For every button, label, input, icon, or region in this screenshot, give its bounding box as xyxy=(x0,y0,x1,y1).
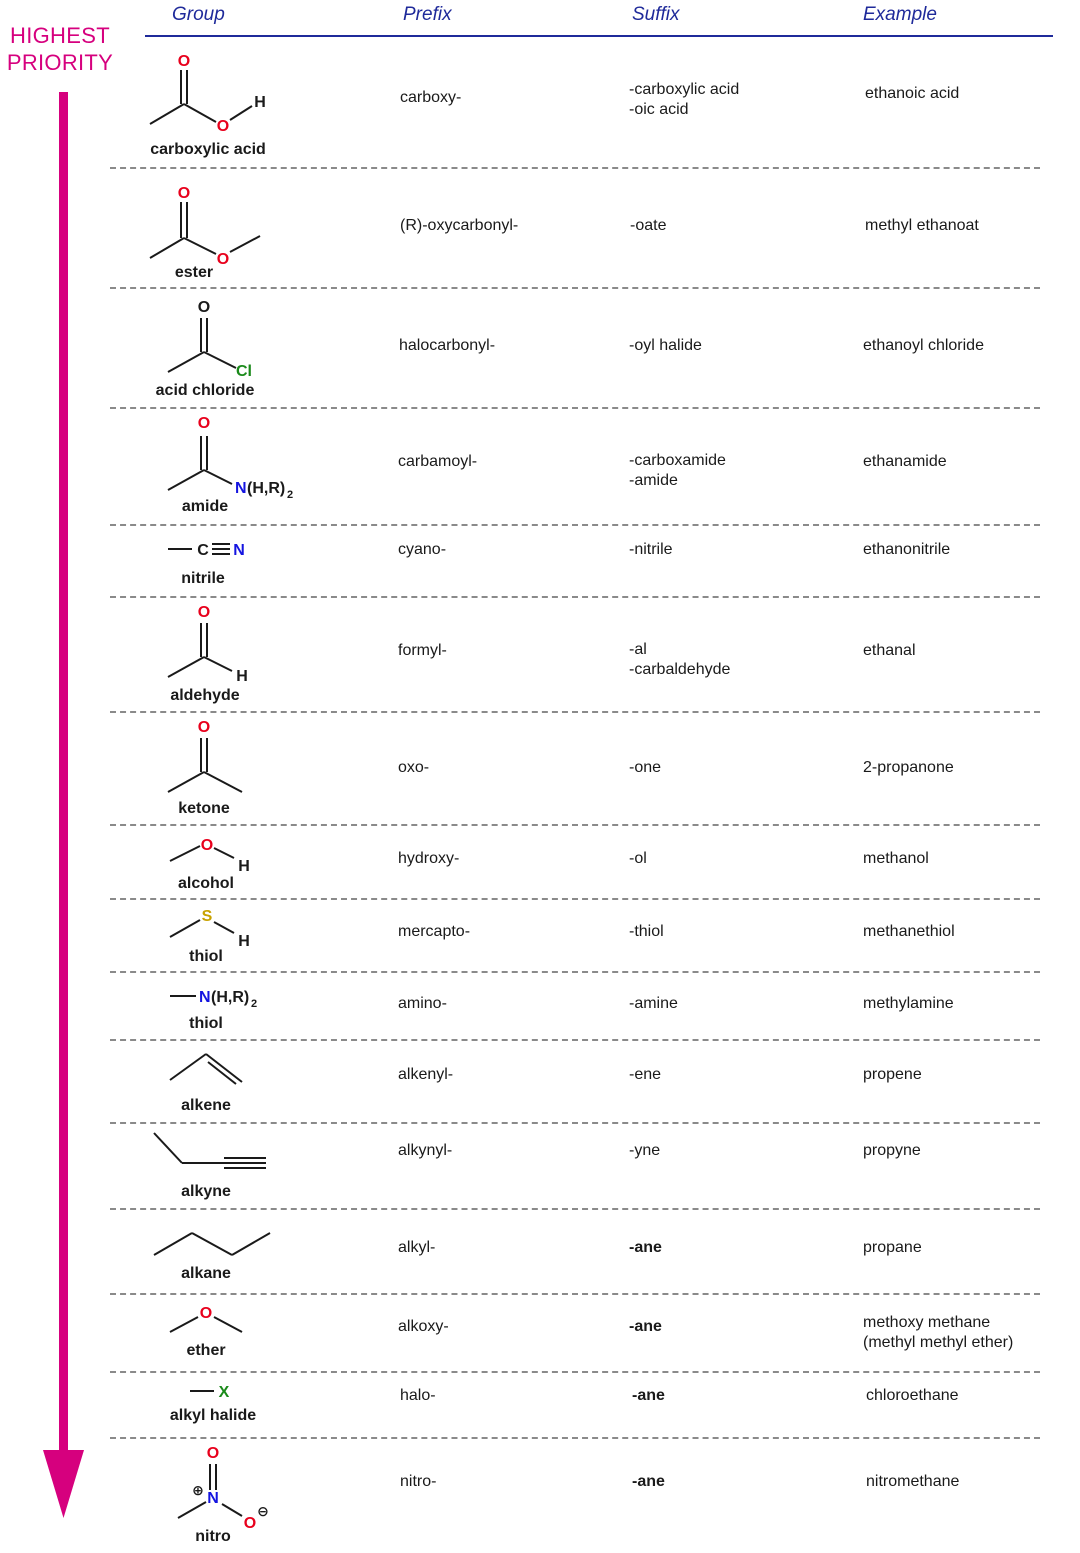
suffix-cell: -carboxamide -amide xyxy=(629,452,726,489)
svg-text:Cl: Cl xyxy=(236,363,252,380)
header-prefix: Prefix xyxy=(403,4,452,25)
aldehyde-structure xyxy=(160,601,280,691)
header-group: Group xyxy=(172,4,225,25)
prefix-cell: cyano- xyxy=(398,541,447,558)
svg-text:O: O xyxy=(216,251,230,268)
prefix-cell: formyl- xyxy=(398,642,447,659)
svg-text:O: O xyxy=(216,118,230,135)
header-example: Example xyxy=(863,4,937,25)
prefix-cell: carboxy- xyxy=(400,89,462,106)
group-name: aldehyde xyxy=(170,687,240,704)
group-name: alcohol xyxy=(177,875,234,892)
table-row xyxy=(0,899,1080,972)
svg-text:O: O xyxy=(200,837,214,854)
example-cell: methylamine xyxy=(863,995,954,1012)
group-name: alkane xyxy=(181,1265,231,1282)
example-cell: chloroethane xyxy=(866,1387,959,1404)
suffix-cell: -ane xyxy=(632,1387,665,1404)
group-name: alkyne xyxy=(181,1183,231,1200)
alkene-structure xyxy=(160,1046,270,1096)
prefix-cell: oxo- xyxy=(398,759,430,776)
table-row xyxy=(0,525,1080,597)
table-header xyxy=(0,0,1080,40)
nitrile-structure xyxy=(160,533,270,563)
svg-text:(H,R): (H,R) xyxy=(247,480,286,497)
priority-label-line2: PRIORITY xyxy=(6,50,114,75)
prefix-cell: halo- xyxy=(400,1387,436,1404)
svg-text:⊕: ⊕ xyxy=(192,1482,204,1498)
suffix-cell: -amine xyxy=(629,995,678,1012)
example-cell: ethanal xyxy=(863,642,916,659)
table-row xyxy=(0,168,1080,288)
suffix-cell: -ol xyxy=(629,850,647,867)
table-row xyxy=(0,1372,1080,1438)
table-row xyxy=(0,597,1080,712)
table-row xyxy=(0,288,1080,408)
suffix-cell: -ene xyxy=(629,1066,662,1083)
suffix-cell: -thiol xyxy=(629,923,664,940)
svg-text:2: 2 xyxy=(251,998,258,1010)
example-cell: ethanoyl chloride xyxy=(863,337,984,354)
amide-structure xyxy=(160,412,310,502)
svg-text:O: O xyxy=(197,719,211,736)
svg-text:O: O xyxy=(177,185,191,202)
svg-text:H: H xyxy=(238,858,250,875)
prefix-cell: amino- xyxy=(398,995,447,1012)
svg-text:O: O xyxy=(197,299,211,316)
acid-chloride-structure xyxy=(160,294,280,384)
suffix-cell: -ane xyxy=(629,1239,662,1256)
table-row xyxy=(0,1123,1080,1209)
prefix-cell: alkenyl- xyxy=(398,1066,454,1083)
group-name: nitrile xyxy=(181,570,225,587)
example-cell: methyl ethanoat xyxy=(865,217,979,234)
example-cell: methanol xyxy=(863,850,929,867)
ketone-structure xyxy=(160,716,280,806)
group-name: nitro xyxy=(195,1528,231,1545)
svg-text:O: O xyxy=(197,604,211,621)
table-row xyxy=(0,40,1080,168)
prefix-cell: halocarbonyl- xyxy=(399,337,496,354)
svg-text:O: O xyxy=(177,53,191,70)
group-name: ketone xyxy=(178,800,230,817)
suffix-cell: -al -carbaldehyde xyxy=(629,641,731,678)
prefix-cell: alkyl- xyxy=(398,1239,436,1256)
svg-text:H: H xyxy=(236,668,248,685)
svg-text:O: O xyxy=(243,1515,257,1532)
alkyne-structure xyxy=(146,1129,276,1179)
alkyl-halide-structure xyxy=(180,1378,250,1408)
svg-text:H: H xyxy=(238,933,250,950)
ester-structure xyxy=(140,176,280,266)
svg-text:H: H xyxy=(254,94,266,111)
svg-text:2: 2 xyxy=(287,489,294,501)
group-name: thiol xyxy=(189,948,223,965)
carboxylic-acid-structure xyxy=(140,48,280,138)
table-row xyxy=(0,1209,1080,1294)
table-row xyxy=(0,712,1080,825)
prefix-cell: mercapto- xyxy=(398,923,471,940)
table-row xyxy=(0,408,1080,525)
example-cell: ethanonitrile xyxy=(863,541,951,558)
example-cell: propane xyxy=(863,1239,922,1256)
prefix-cell: (R)-oxycarbonyl- xyxy=(400,217,519,234)
example-cell: propene xyxy=(863,1066,922,1083)
prefix-cell: alkynyl- xyxy=(398,1142,453,1159)
thiol-structure xyxy=(160,903,270,949)
example-cell: nitromethane xyxy=(866,1473,960,1490)
priority-label-line1: HIGHEST xyxy=(10,23,110,48)
suffix-cell: -oyl halide xyxy=(629,337,702,354)
svg-text:O: O xyxy=(206,1445,220,1462)
ether-structure xyxy=(160,1300,260,1340)
suffix-cell: -carboxylic acid -oic acid xyxy=(629,81,740,118)
example-cell: ethanamide xyxy=(863,453,947,470)
table-row xyxy=(0,825,1080,899)
svg-text:X: X xyxy=(218,1384,230,1401)
example-cell: ethanoic acid xyxy=(865,85,960,102)
svg-text:O: O xyxy=(197,415,211,432)
group-name: acid chloride xyxy=(155,382,255,399)
alcohol-structure xyxy=(160,831,270,877)
prefix-cell: hydroxy- xyxy=(398,850,460,867)
svg-text:(H,R): (H,R) xyxy=(211,989,250,1006)
table-row xyxy=(0,1294,1080,1372)
group-name: carboxylic acid xyxy=(150,141,266,158)
svg-text:N: N xyxy=(199,989,211,1006)
example-cell: 2-propanone xyxy=(863,759,954,776)
svg-text:⊖: ⊖ xyxy=(257,1503,269,1519)
alkane-structure xyxy=(146,1223,276,1263)
suffix-cell: -oate xyxy=(630,217,667,234)
suffix-cell: -ane xyxy=(632,1473,665,1490)
example-cell: methanethiol xyxy=(863,923,955,940)
group-name: ether xyxy=(186,1342,226,1359)
nitro-structure xyxy=(170,1442,280,1532)
group-name: alkyl halide xyxy=(169,1407,257,1424)
prefix-cell: alkoxy- xyxy=(398,1318,449,1335)
prefix-cell: carbamoyl- xyxy=(398,453,478,470)
suffix-cell: -nitrile xyxy=(629,541,673,558)
table-row xyxy=(0,1438,1080,1553)
svg-text:N: N xyxy=(233,542,245,559)
example-cell: methoxy methane (methyl methyl ether) xyxy=(863,1314,1014,1351)
example-cell: propyne xyxy=(863,1142,921,1159)
svg-text:S: S xyxy=(201,908,213,925)
table-row xyxy=(0,972,1080,1040)
table-row xyxy=(0,1040,1080,1123)
svg-text:N: N xyxy=(207,1490,219,1507)
suffix-cell: -one xyxy=(629,759,662,776)
prefix-cell: nitro- xyxy=(400,1473,437,1490)
header-suffix: Suffix xyxy=(632,4,680,25)
svg-text:C: C xyxy=(197,542,209,559)
suffix-cell: -ane xyxy=(629,1318,662,1335)
svg-text:O: O xyxy=(199,1305,213,1322)
group-name: thiol xyxy=(189,1015,223,1032)
suffix-cell: -yne xyxy=(629,1142,661,1159)
group-name: ester xyxy=(174,264,214,281)
group-name: alkene xyxy=(181,1097,231,1114)
svg-text:N: N xyxy=(235,480,247,497)
header-rule xyxy=(145,35,1053,37)
amine-structure xyxy=(160,984,280,1014)
group-name: amide xyxy=(181,498,229,515)
